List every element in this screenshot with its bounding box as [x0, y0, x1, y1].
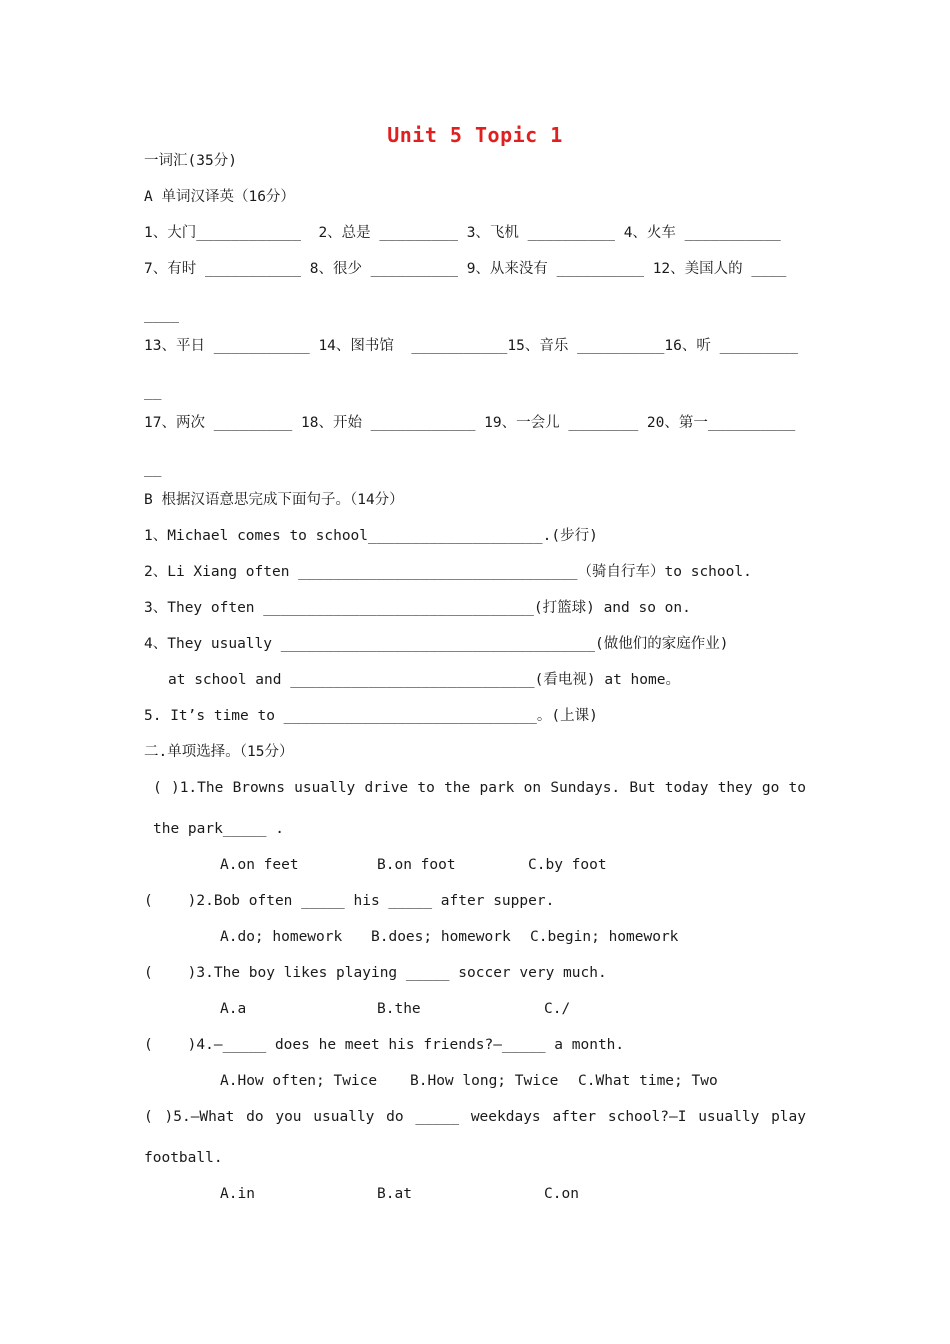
q4-option-c: C.What time; Two [578, 1073, 718, 1089]
vocab-row-3-continued: __ [144, 384, 162, 400]
q5-option-c: C.on [544, 1186, 579, 1202]
q2-option-b: B.does; homework [371, 929, 511, 945]
q1-option-b: B.on foot [377, 857, 456, 873]
q4-option-a: A.How often; Twice [220, 1073, 378, 1089]
vocab-row-3: 13、平日 ___________ 14、图书馆 ___________15、音乐 __________16、听 _________ [144, 338, 799, 354]
q4-option-b: B.How long; Twice [410, 1073, 559, 1089]
sentence-1: 1、Michael comes to school____________________.(步行) [144, 528, 598, 544]
question-5-continued: football. [144, 1150, 223, 1166]
vocab-row-4: 17、两次 _________ 18、开始 ____________ 19、一会儿 ________ 20、第一__________ [144, 415, 796, 431]
sentence-4-continued: at school and ____________________________(看电视) at home。 [168, 672, 680, 688]
vocab-row-2-continued: ____ [144, 307, 179, 323]
question-3: ( )3.The boy likes playing _____ soccer very much. [144, 965, 607, 981]
partA-heading: A 单词汉译英（16分） [144, 189, 295, 205]
q3-option-c: C./ [544, 1001, 571, 1017]
q5-option-a: A.in [220, 1186, 255, 1202]
sentence-3: 3、They often _______________________________(打篮球) and so on. [144, 600, 691, 616]
sentence-2: 2、Li Xiang often ________________________________（骑自行车）to school. [144, 564, 752, 580]
q2-option-c: C.begin; homework [530, 929, 679, 945]
question-4: ( )4.—_____ does he meet his friends?—_____ a month. [144, 1037, 625, 1053]
question-1: ( )1.The Browns usually drive to the park on Sundays. But today they go to [153, 780, 806, 796]
q1-option-a: A.on feet [220, 857, 299, 873]
question-2: ( )2.Bob often _____ his _____ after supper. [144, 893, 555, 909]
vocab-row-1: 1、大门____________ 2、总是 _________ 3、飞机 __________ 4、火车 ___________ [144, 225, 781, 241]
vocab-row-4-continued: __ [144, 461, 162, 477]
q2-option-a: A.do; homework [220, 929, 343, 945]
partB-heading: B 根据汉语意思完成下面句子。（14分） [144, 492, 404, 508]
q3-option-a: A.a [220, 1001, 247, 1017]
sentence-4: 4、They usually ____________________________________(做他们的家庭作业) [144, 636, 729, 652]
sentence-5: 5. It’s time to _____________________________。(上课) [144, 708, 598, 724]
q3-option-b: B.the [377, 1001, 421, 1017]
section1-heading: 一词汇(35分) [144, 153, 237, 169]
section2-heading: 二.单项选择。（15分） [144, 744, 294, 760]
question-1-continued: the park_____ . [153, 821, 284, 837]
q5-option-b: B.at [377, 1186, 412, 1202]
vocab-row-2: 7、有时 ___________ 8、很少 __________ 9、从来没有 __________ 12、美国人的 ____ [144, 261, 787, 277]
question-5: ( )5.—What do you usually do _____ weekdays after school?—I usually play [144, 1109, 806, 1125]
page-title: Unit 5 Topic 1 [387, 123, 563, 147]
q1-option-c: C.by foot [528, 857, 607, 873]
